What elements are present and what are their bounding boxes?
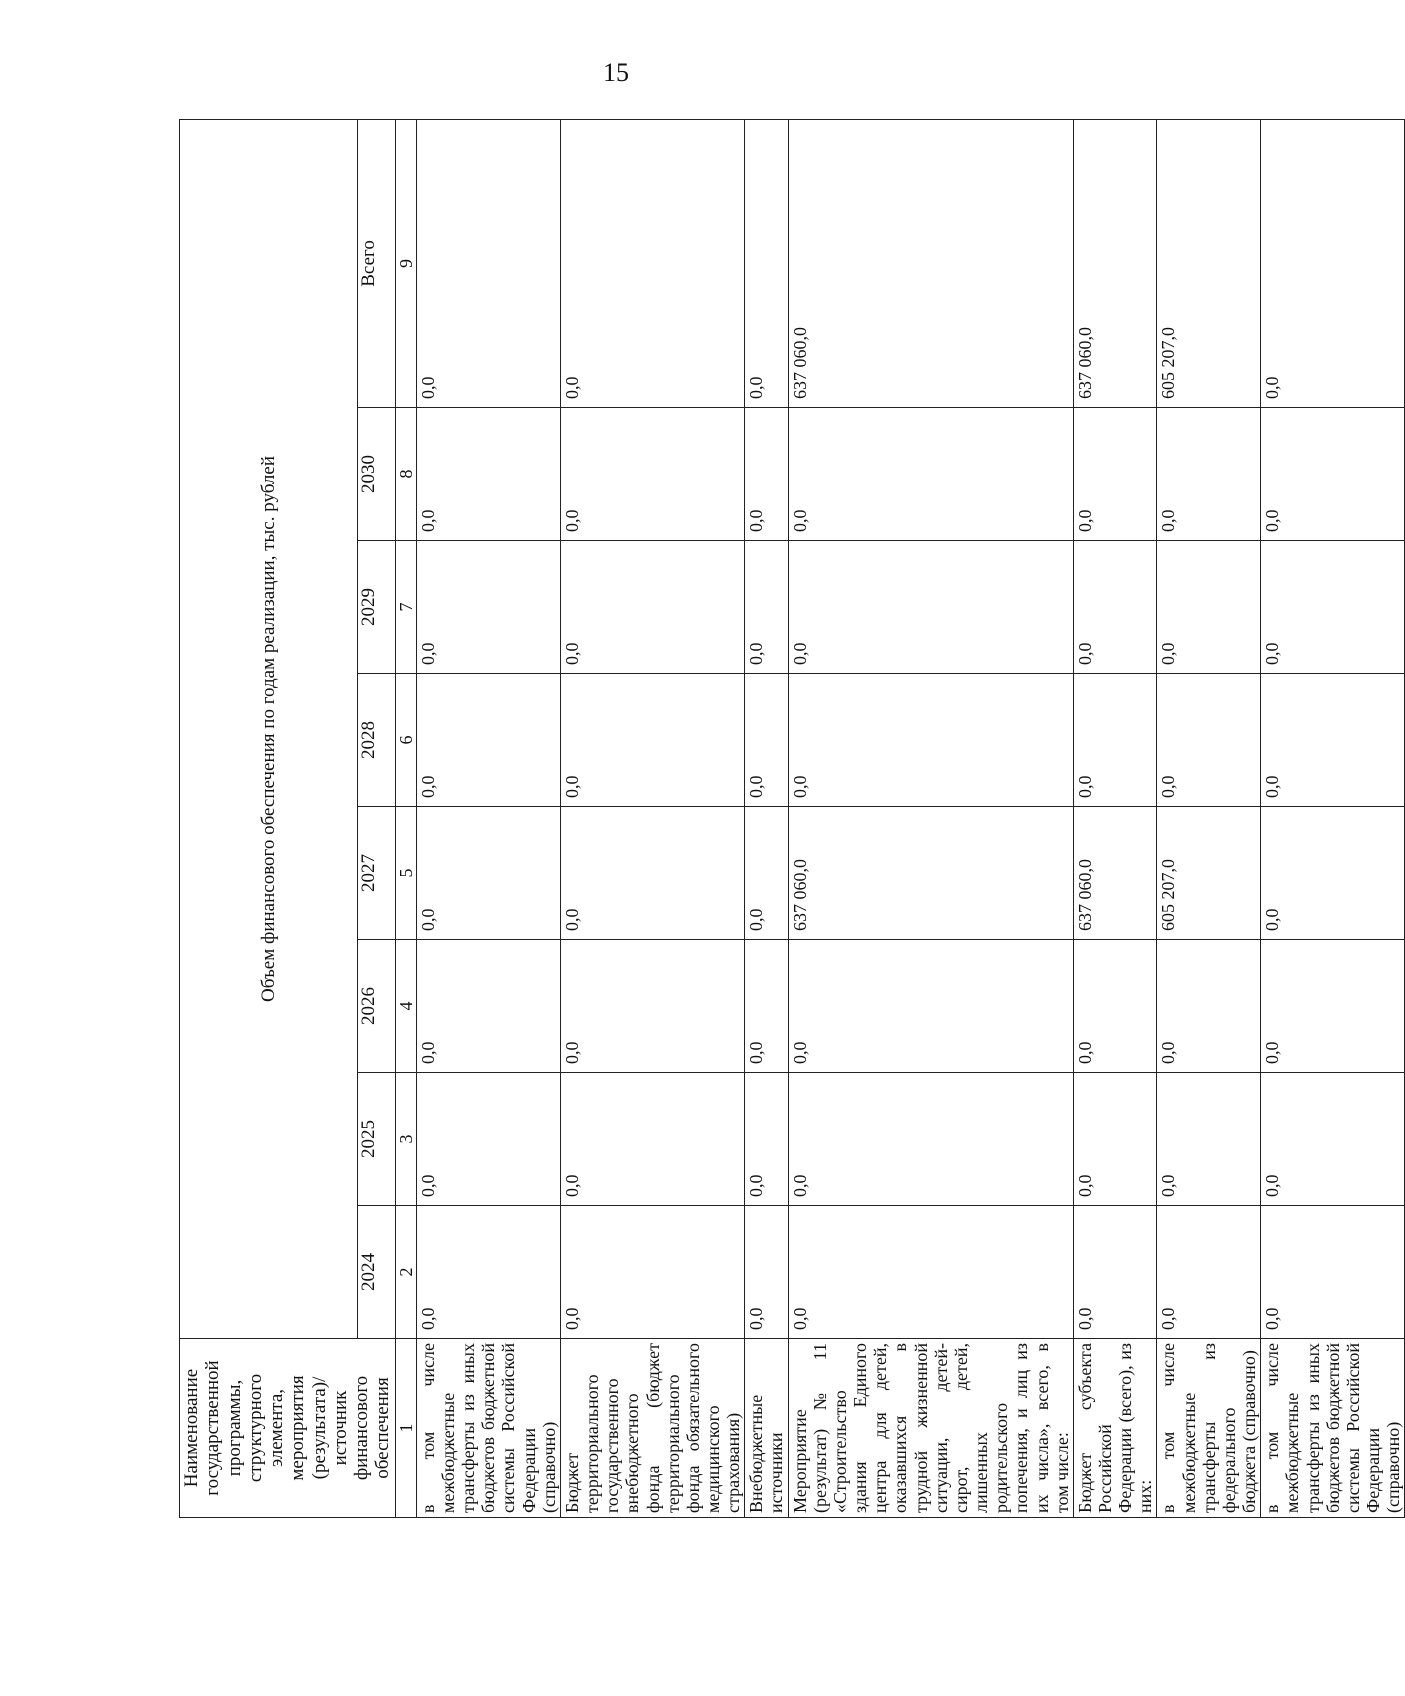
total-cell: 0,0	[745, 119, 788, 407]
column-number: 8	[395, 408, 416, 541]
column-number: 6	[395, 674, 416, 807]
page-number: 15	[603, 58, 629, 87]
year-header: 2024	[358, 1206, 395, 1339]
year-header: 2026	[358, 940, 395, 1073]
value-cell: 0,0	[788, 940, 1073, 1073]
value-cell: 0,0	[1073, 541, 1157, 674]
row-name: Внебюджетные источники	[745, 1339, 788, 1518]
row-name: Бюджет территориального государственного внебюджетного фонда (бюджет территориального фонда обязательного медицинского страхования)	[560, 1339, 744, 1518]
rotated-table-container	[179, 120, 1404, 1518]
value-cell: 0,0	[1073, 1073, 1157, 1206]
total-cell: 0,0	[1261, 119, 1405, 407]
value-cell: 0,0	[560, 940, 744, 1073]
table-row	[560, 119, 744, 1517]
row-name: в том числе межбюджетные трансферты из иных бюджетов бюджетной системы Российской Федерации (справочно)	[1261, 1339, 1405, 1518]
value-cell: 0,0	[560, 1206, 744, 1339]
value-cell: 0,0	[788, 541, 1073, 674]
value-cell: 0,0	[1157, 674, 1261, 807]
value-cell: 0,0	[1261, 541, 1405, 674]
value-cell: 0,0	[788, 674, 1073, 807]
value-cell: 0,0	[1073, 1206, 1157, 1339]
year-header: 2025	[358, 1073, 395, 1206]
value-cell: 0,0	[1157, 1073, 1261, 1206]
value-cell: 0,0	[745, 1206, 788, 1339]
value-cell: 637 060,0	[1073, 807, 1157, 940]
total-cell: 0,0	[560, 119, 744, 407]
value-cell: 0,0	[1261, 674, 1405, 807]
value-cell: 0,0	[560, 807, 744, 940]
value-cell: 0,0	[1261, 1206, 1405, 1339]
value-cell: 0,0	[416, 940, 560, 1073]
value-cell: 0,0	[416, 807, 560, 940]
total-cell: 605 207,0	[1157, 119, 1261, 407]
table-row	[416, 119, 560, 1517]
value-cell: 0,0	[416, 674, 560, 807]
value-cell: 0,0	[745, 807, 788, 940]
total-cell: 637 060,0	[1073, 119, 1157, 407]
value-cell: 637 060,0	[788, 807, 1073, 940]
column-number: 2	[395, 1206, 416, 1339]
row-name: в том числе межбюджетные трансферты из иных бюджетов бюджетной системы Российской Федерации (справочно)	[416, 1339, 560, 1518]
name-column-header: Наименование государственной программы, структурного элемента, мероприятия (результата)/источник финансового обеспечения	[180, 1339, 396, 1518]
value-cell: 0,0	[745, 1073, 788, 1206]
value-cell: 0,0	[1073, 674, 1157, 807]
column-number: 5	[395, 807, 416, 940]
table-row	[1157, 119, 1261, 1517]
value-cell: 0,0	[560, 541, 744, 674]
row-name: Бюджет субъекта Российской Федерации (всего), из них:	[1073, 1339, 1157, 1518]
value-cell: 0,0	[560, 408, 744, 541]
year-header: 2030	[358, 408, 395, 541]
financing-table	[179, 119, 1405, 1518]
column-number: 7	[395, 541, 416, 674]
value-cell: 0,0	[745, 541, 788, 674]
row-name: в том числе межбюджетные трансферты из федерального бюджета (справочно)	[1157, 1339, 1261, 1518]
value-cell: 0,0	[560, 1073, 744, 1206]
value-cell: 0,0	[416, 408, 560, 541]
column-number: 1	[395, 1339, 416, 1518]
value-cell: 0,0	[1261, 940, 1405, 1073]
value-cell: 605 207,0	[1157, 807, 1261, 940]
value-cell: 0,0	[1073, 408, 1157, 541]
value-cell: 0,0	[745, 674, 788, 807]
value-cell: 0,0	[416, 1073, 560, 1206]
value-cell: 0,0	[1157, 940, 1261, 1073]
row-name: Мероприятие (результат) № 11 «Строительство здания Единого центра для детей, оказавшихся в трудной жизненной ситуации, детей-сирот, детей, лишенных родительского попечения, и лиц из их числа», всего, в том числе:	[788, 1339, 1073, 1518]
total-cell: 637 060,0	[788, 119, 1073, 407]
value-cell: 0,0	[745, 408, 788, 541]
value-cell: 0,0	[416, 1206, 560, 1339]
value-cell: 0,0	[1261, 408, 1405, 541]
column-number: 4	[395, 940, 416, 1073]
value-cell: 0,0	[1261, 807, 1405, 940]
value-cell: 0,0	[1261, 1073, 1405, 1206]
table-row	[1261, 119, 1405, 1517]
table-row	[788, 119, 1073, 1517]
financing-volume-header: Объем финансового обеспечения по годам реализации, тыс. рублей	[180, 119, 358, 1338]
year-header: 2029	[358, 541, 395, 674]
value-cell: 0,0	[788, 408, 1073, 541]
value-cell: 0,0	[1157, 408, 1261, 541]
value-cell: 0,0	[788, 1073, 1073, 1206]
year-header: 2027	[358, 807, 395, 940]
column-number: 9	[395, 119, 416, 407]
column-number: 3	[395, 1073, 416, 1206]
year-header: 2028	[358, 674, 395, 807]
value-cell: 0,0	[560, 674, 744, 807]
value-cell: 0,0	[1157, 541, 1261, 674]
table-row	[1073, 119, 1157, 1517]
value-cell: 0,0	[1157, 1206, 1261, 1339]
table-row	[745, 119, 788, 1517]
total-header: Всего	[358, 119, 395, 407]
value-cell: 0,0	[1073, 940, 1157, 1073]
value-cell: 0,0	[745, 940, 788, 1073]
value-cell: 0,0	[416, 541, 560, 674]
total-cell: 0,0	[416, 119, 560, 407]
value-cell: 0,0	[788, 1206, 1073, 1339]
